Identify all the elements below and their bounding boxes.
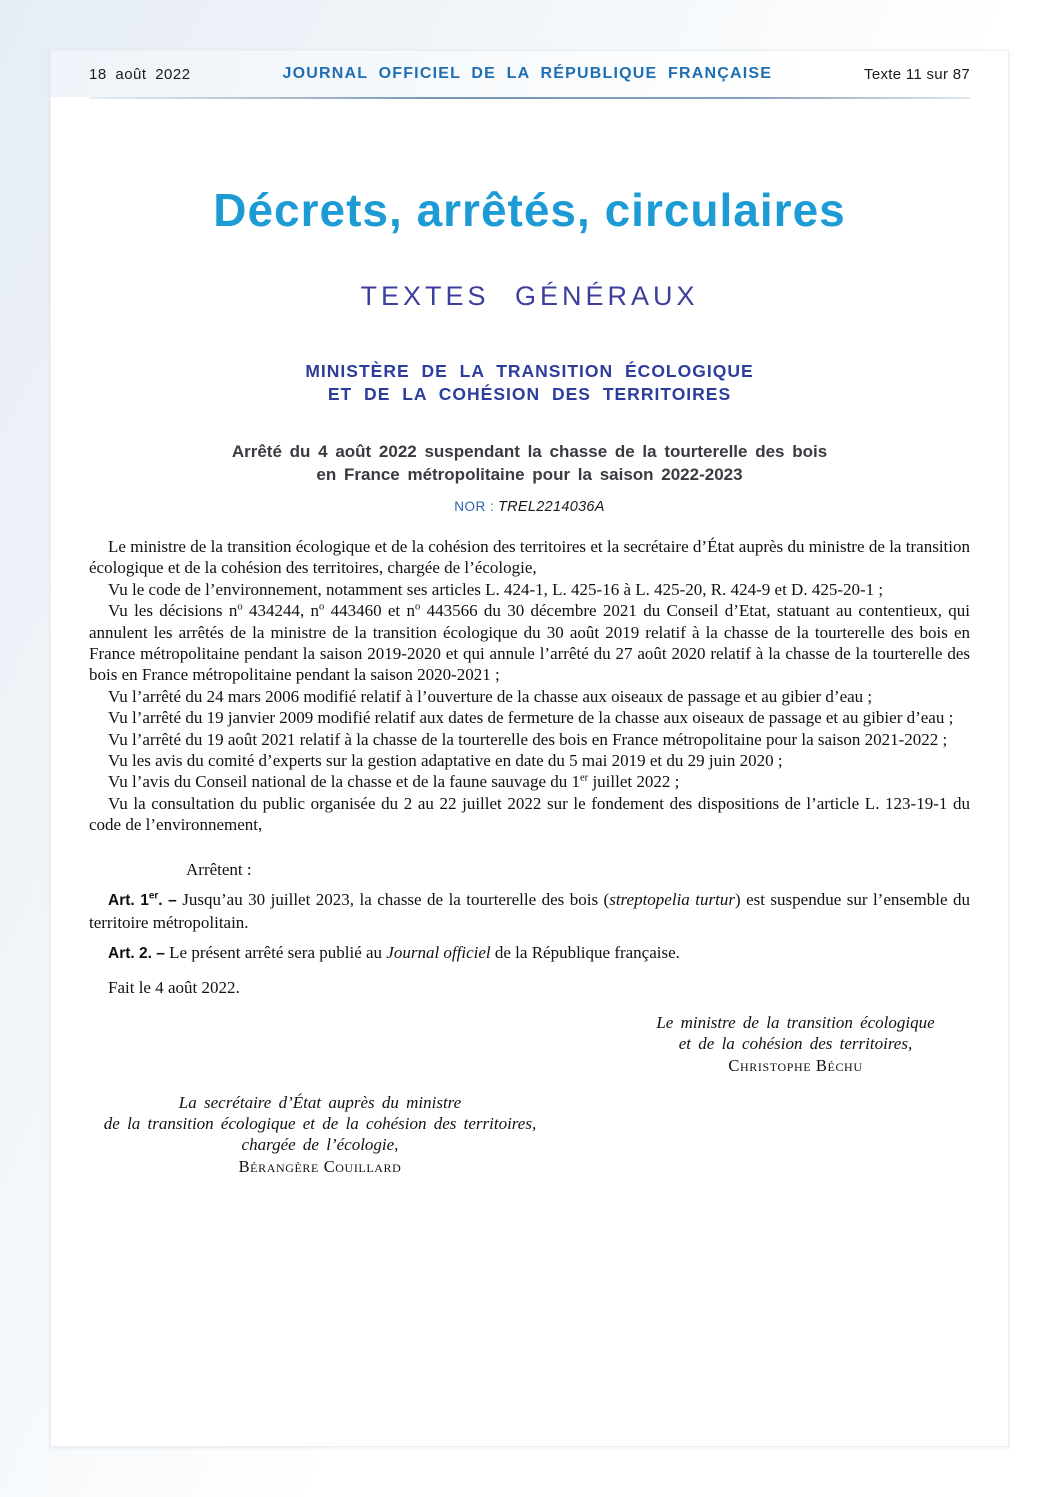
arretent-line: Arrêtent : [186,859,252,879]
body-paragraph: Vu l’avis du Conseil national de la chasse et de la faune sauvage du 1er juillet 2022 ; [108,772,680,792]
signature-title-line: La secrétaire d’État auprès du ministre [178,1092,462,1112]
header-divider [89,97,970,99]
document-content [51,183,1008,1178]
body-paragraph: Vu le code de l’environnement, notamment ses articles L. 424-1, L. 425-16 à L. 425-20, R. 424-9 et D. 425-20-1 ; [108,579,884,599]
document-page [50,50,1009,1447]
ministry-heading [89,360,970,406]
signature-secretary [81,1092,559,1178]
signature-title-line: Le ministre de la transition écologique [656,1012,935,1032]
nor-value: TREL2214036A [497,499,605,515]
subject-line-1: Arrêté du 4 août 2022 suspendant la chasse de la tourterelle des bois [231,442,828,461]
signature-minister [623,1012,968,1077]
signature-title-line: et de la cohésion des territoires, [678,1033,913,1053]
ministry-line-1: MINISTÈRE DE LA TRANSITION ÉCOLOGIQUE [305,361,754,381]
nor-line [89,499,970,515]
body-paragraph: Vu l’arrêté du 19 janvier 2009 modifié relatif aux dates de fermeture de la chasse aux oiseaux de passage et au gibier d’eau ; [108,708,954,728]
signature-title-line: de la transition écologique et de la cohésion des territoires, [103,1113,537,1133]
signature-name-minister: Christophe Béchu [728,1055,863,1075]
nor-label: NOR : [454,499,495,514]
body-paragraph: Vu l’arrêté du 24 mars 2006 modifié relatif à l’ouverture de la chasse aux oiseaux de passage et au gibier d’eau ; [108,686,873,706]
signature-title-line: chargée de l’écologie, [241,1134,399,1154]
ministry-line-2: ET DE LA COHÉSION DES TERRITOIRES [327,384,732,404]
body-paragraph: Vu les avis du comité d’experts sur la gestion adaptative en date du 5 mai 2019 et du 29 juin 2020 ; [108,751,783,771]
journal-title: JOURNAL OFFICIEL DE LA RÉPUBLIQUE FRANÇAISE [282,65,773,82]
decree-subject [89,440,970,486]
article-paragraph: Art. 1er. – Jusqu’au 30 juillet 2023, la chasse de la tourterelle des bois (streptopelia turtur) est suspendue sur l’ensemble du territoire métropolitain. [89,890,971,932]
visa-paragraphs [89,536,970,836]
text-number-reference: Texte 11 sur 87 [864,65,970,83]
article-paragraph: Art. 2. – Le présent arrêté sera publié au Journal officiel de la République française. [108,942,680,962]
body-paragraph: Le ministre de la transition écologique et de la cohésion des territoires et la secrétaire d’État auprès du ministre de la transition écologique et de la cohésion des territoires, chargée de l’écologie, [89,537,970,578]
publication-date: 18 août 2022 [89,65,191,83]
body-paragraph: Vu la consultation du public organisée du 2 au 22 juillet 2022 sur le fondement des dispositions de l’article L. 123-19-1 du code de l’environnement, [89,793,970,835]
journal-header [51,51,1008,97]
main-title: Décrets, arrêtés, circulaires [213,184,846,236]
articles [89,889,970,964]
body-paragraph: Vu les décisions $n^o$ 434244, $n^o$ 443460 et $n^o$ 443566 du 30 décembre 2021 du Conseil d’Etat, statuant au contentieux, qui annulent les arrêtés de la ministre de la transition écologique du 30 août 2019 relatif à la chasse de la tourterelle des bois en France métropolitaine pendant la saison 2019-2020 et qui annule l’arrêté du 27 août 2020 relatif à la chasse de la tourterelle des bois en France métropolitaine pendant la saison 2020-2021 ; [89,601,970,685]
signature-name-secretary: Bérangère Couillard [238,1156,402,1176]
section-title: TEXTES GÉNÉRAUX [360,281,699,311]
body-paragraph: Vu l’arrêté du 19 août 2021 relatif à la chasse de la tourterelle des bois en France métropolitaine pour la saison 2021-2022 ; [108,729,948,749]
fait-line: Fait le 4 août 2022. [108,978,240,998]
subject-line-2: en France métropolitaine pour la saison 2022-2023 [316,465,743,484]
